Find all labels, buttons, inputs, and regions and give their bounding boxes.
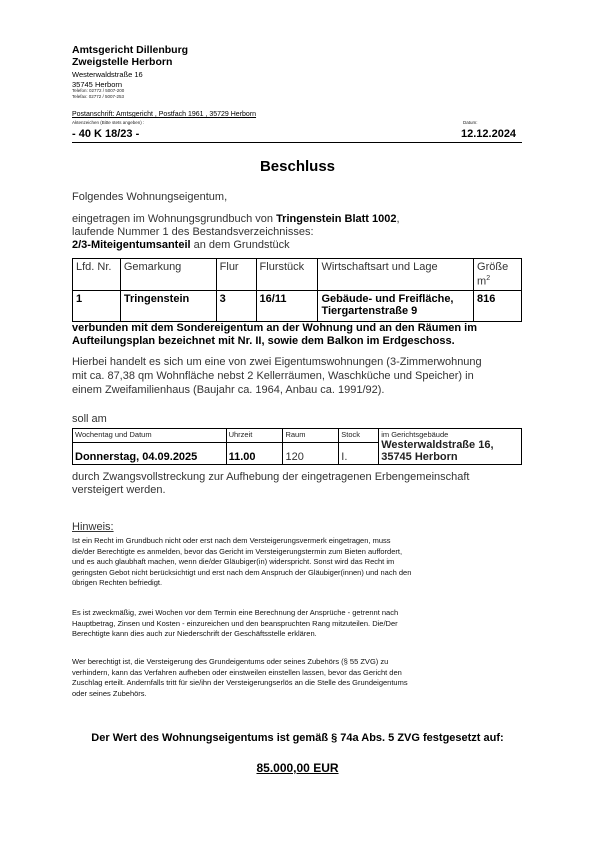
court-phone: Telefon: 02772 / 5007-200 [72, 88, 125, 93]
header-wirtschaftsart: Wirtschaftsart und Lage [318, 259, 474, 291]
header-groesse-sup: 2 [486, 275, 491, 282]
hint-line: geringsten Gebot nicht berücksichtigt und erst nach dem Anspruch der Gläubiger(innen) und nach den [72, 567, 412, 577]
hint-line: und es auch glaubhaft machen, wenn die/der Gläubiger(in) widerspricht. Sonst wird das Recht im [72, 557, 395, 566]
court-branch: Zweigstelle Herborn [72, 56, 173, 68]
cell-lfd-nr: 1 [73, 290, 121, 321]
appointment-table [72, 428, 522, 465]
cell-wochentag: Donnerstag, 04.09.2025 [73, 442, 227, 464]
header-groesse [474, 259, 522, 291]
cell-gebaeude-2: 35745 Herborn [381, 451, 458, 463]
header-wochentag: Wochentag und Datum [73, 429, 227, 443]
intro-line-3: laufende Nummer 1 des Bestandsverzeichnisses: [72, 226, 314, 238]
court-address [72, 70, 143, 89]
cell-gebaeude-1: Westerwaldstraße 16, [381, 439, 494, 451]
intro-line-4 [72, 239, 290, 252]
header-gemarkung: Gemarkung [120, 259, 216, 291]
co-ownership-share: 2/3-Miteigentumsanteil [72, 239, 191, 251]
table-row [73, 290, 522, 321]
cell-stock: I. [339, 442, 379, 464]
header-lfd-nr: Lfd. Nr. [73, 259, 121, 291]
cell-flur: 3 [216, 290, 256, 321]
cell-wirtschaftsart-2: Tiergartenstraße 9 [321, 304, 418, 317]
header-raum: Raum [283, 429, 339, 443]
header-divider [72, 142, 522, 143]
land-register-sheet: Tringenstein Blatt 1002 [276, 213, 397, 225]
hint-line: oder seines Zubehörs. [72, 688, 147, 698]
date-caption: Datum: [463, 120, 478, 125]
hint-line: Wer berechtigt ist, die Versteigerung des Grundeigentums oder seines Zubehörs (§ 55 ZVG) zu [72, 657, 389, 666]
special-ownership-1: verbunden mit dem Sondereigentum an der Wohnung und an den Räumen im [72, 322, 477, 334]
court-name-block [72, 44, 188, 68]
document-title: Beschluss [259, 158, 336, 175]
hint-line: verhindern, kann das Verfahren aufheben oder einstweilen einstellen lassen, bevor das Gericht den [72, 667, 402, 677]
hint-line: übrigen Rechten befriedigt. [72, 578, 163, 587]
cell-wirtschaftsart-1: Gebäude- und Freifläche, [321, 292, 454, 305]
property-table [72, 258, 522, 322]
header-flurstueck: Flurstück [256, 259, 318, 291]
postal-address: Postanschrift: Amtsgericht , Postfach 1961 , 35729 Herborn [72, 111, 257, 118]
cell-gemarkung: Tringenstein [120, 290, 216, 321]
court-contact [72, 88, 124, 99]
description-line-3: einem Zweifamilienhaus (Baujahr ca. 1964, Anbau ca. 1991/92). [72, 384, 385, 396]
court-name: Amtsgericht Dillenburg [72, 44, 189, 56]
document-date: 12.12.2024 [461, 128, 517, 140]
hint-paragraph-2 [72, 608, 524, 640]
court-fax: Telefax: 02772 / 5007-253 [72, 93, 125, 99]
hint-line: Zuschlag erteilt. Andernfalls tritt für sie/ihn der Versteigerungserlös an die Stelle des Grundeigentums [72, 678, 408, 687]
property-table-header [73, 259, 522, 291]
case-number-caption: Aktenzeichen (Bitte stets angeben) : [72, 120, 145, 125]
cell-wirtschaftsart [318, 290, 474, 321]
enforcement-line-2: versteigert werden. [72, 484, 166, 496]
hint-line: die/der Berechtigte es anmelden, bevor das Gericht im Versteigerungstermin zum Bieten auffordert, [72, 546, 403, 556]
appointment-table-header [73, 429, 522, 443]
court-street: Westerwaldstraße 16 [72, 70, 143, 79]
header-groesse-text: Größe m [477, 261, 509, 288]
enforcement-line-1: durch Zwangsvollstreckung zur Aufhebung der eingetragenen Erbengemeinschaft [72, 471, 470, 483]
intro-line-2 [72, 213, 400, 226]
hint-line: Berechtigte kann dies auch zur Niederschrift der Geschäftsstelle erklären. [72, 629, 317, 638]
header-flur: Flur [216, 259, 256, 291]
hint-line: Ist ein Recht im Grundbuch nicht oder erst nach dem Versteigerungsvermerk eingetragen, muss [72, 536, 391, 545]
intro-line-2-pre: eingetragen im Wohnungsgrundbuch von [72, 213, 277, 225]
header-uhrzeit: Uhrzeit [226, 429, 283, 443]
hint-paragraph-1 [72, 536, 524, 589]
value-statement: Der Wert des Wohnungseigentums ist gemäß § 74a Abs. 5 ZVG festgesetzt auf: [91, 732, 504, 744]
cell-flurstueck: 16/11 [256, 290, 318, 321]
intro-line-1: Folgendes Wohnungseigentum, [72, 191, 228, 203]
cell-raum: 120 [283, 442, 339, 464]
header-stock: Stock [339, 429, 379, 443]
header-gebaeude: im Gerichtsgebäude [381, 430, 449, 439]
case-number: - 40 K 18/23 - [72, 128, 140, 140]
hint-paragraph-3 [72, 657, 524, 699]
hint-line: Hauptbetrag, Zinsen und Kosten - einzureichen und den beanspruchten Rang mitzuteilen. Die/Der [72, 618, 398, 628]
description-line-2: mit ca. 87,38 qm Wohnfläche nebst 2 Kellerräumen, Waschküche und Speicher) in [72, 370, 474, 382]
intro-line-2-post: , [396, 213, 400, 225]
intro-line-4-post: an dem Grundstück [190, 239, 290, 251]
court-city: 35745 Herborn [72, 79, 123, 89]
cell-uhrzeit: 11.00 [226, 442, 283, 464]
cell-gebaeude [379, 429, 522, 465]
soll-am: soll am [72, 413, 107, 425]
description-line-1: Hierbei handelt es sich um eine von zwei Eigentumswohnungen (3-Zimmerwohnung [72, 356, 482, 368]
hint-heading: Hinweis: [72, 521, 114, 533]
special-ownership-2: Aufteilungsplan bezeichnet mit Nr. II, sowie dem Balkon im Erdgeschoss. [72, 335, 455, 347]
cell-groesse: 816 [474, 290, 522, 321]
market-value-amount: 85.000,00 EUR [256, 761, 339, 775]
hint-line: Es ist zweckmäßig, zwei Wochen vor dem Termin eine Berechnung der Ansprüche - getrennt nach [72, 608, 399, 617]
